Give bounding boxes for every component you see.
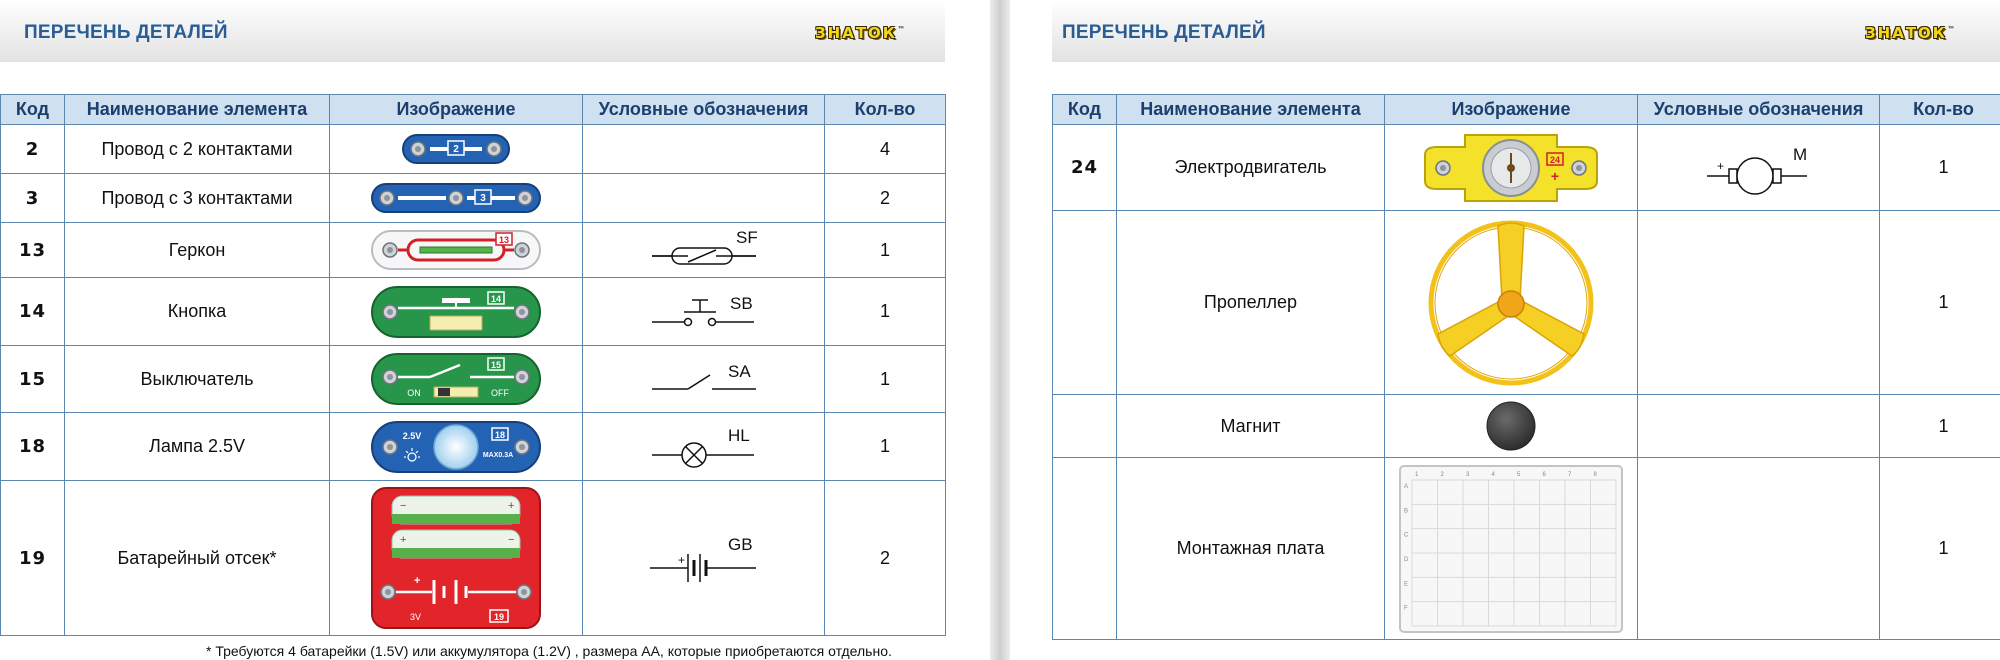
motor-symbol [1699,138,1819,198]
switch-on-label: ON [407,388,421,398]
part-name: Кнопка [65,278,330,346]
push-button-image [370,284,542,340]
column-header-image: Изображение [330,95,583,125]
brand-logo [815,24,905,42]
parts-table [1052,94,2000,640]
part-name: Монтажная плата [1117,458,1385,640]
part-symbol-cell [583,413,825,481]
breadboard-column-label: 1 [1415,471,1419,478]
breadboard-column-label: 8 [1593,471,1597,478]
part-symbol-cell [1638,211,1880,395]
table-row [1,346,946,413]
table-row [1,223,946,278]
part-qty: 2 [825,174,946,223]
breadboard-image [1398,464,1624,634]
part-symbol-cell [1638,458,1880,640]
part-image-cell [1385,125,1638,211]
breadboard-column-label: 4 [1491,471,1495,478]
part-qty: 1 [1880,458,2000,640]
symbol-letters: GB [727,535,753,554]
part-image-label: 18 [494,429,506,440]
brand-logo-text: ЗНАТОК [1865,24,1948,42]
symbol-letters: SF [735,228,758,247]
part-name: Геркон [65,223,330,278]
symbol-letters: M [1792,144,1807,164]
part-symbol-cell [1638,125,1880,211]
page-gutter [990,0,1010,660]
table-row [1,481,946,636]
slide-switch-image [370,351,542,407]
svg-text:+: + [414,575,421,587]
parts-table [0,94,946,636]
breadboard-column-label: 2 [1440,471,1444,478]
part-image-cell [330,278,583,346]
part-qty: 1 [1880,125,2000,211]
breadboard-row-label: D [1404,556,1409,563]
part-name: Выключатель [65,346,330,413]
table-row [1053,125,2000,211]
switch-off-label: OFF [491,388,509,398]
column-header-qty: Кол-во [825,95,946,125]
table-row [1053,458,2000,640]
reed-switch-image [370,228,542,272]
trademark-mark: ™ [897,25,906,34]
motor-plus-label: + [1550,167,1560,184]
part-code: 2 [1,125,65,174]
symbol-letters: HL [727,425,750,445]
svg-text:+: + [677,553,685,567]
svg-text:+: + [1716,158,1724,173]
magnet-image [1483,398,1539,454]
table-row [1,125,946,174]
part-code: 18 [1,413,65,481]
right-page [1010,0,2000,660]
breadboard-row-label: A [1404,483,1409,490]
part-qty: 1 [825,278,946,346]
part-qty: 1 [825,346,946,413]
part-image-cell [330,346,583,413]
lamp-current-label: MAX0.3A [482,451,514,459]
part-code [1053,395,1117,458]
svg-text:+: + [508,500,515,512]
part-image-cell [1385,395,1638,458]
part-code: 15 [1,346,65,413]
part-image-cell [330,125,583,174]
page-title: ПЕРЕЧЕНЬ ДЕТАЛЕЙ [1062,22,1266,43]
motor-image [1423,131,1599,205]
brand-logo [1865,24,1955,42]
table-row [1053,395,2000,458]
part-code: 24 [1053,125,1117,211]
part-qty: 2 [825,481,946,636]
table-header-row [1053,95,2000,125]
table-row [1,174,946,223]
lamp-voltage-label: 2.5V [402,430,422,441]
part-code: 3 [1,174,65,223]
table-header-row [1,95,946,125]
part-code: 13 [1,223,65,278]
propeller-image [1426,216,1596,390]
part-image-cell [1385,211,1638,395]
part-name: Магнит [1117,395,1385,458]
part-image-cell [330,481,583,636]
part-qty: 1 [825,223,946,278]
breadboard-column-label: 5 [1517,471,1521,478]
breadboard-column-label: 6 [1542,471,1546,478]
column-header-name: Наименование элемента [1117,95,1385,125]
part-image-label: 19 [493,612,505,622]
part-image-label: 15 [490,360,502,370]
column-header-code: Код [1,95,65,125]
part-image-cell [330,223,583,278]
breadboard-row-label: F [1404,605,1408,612]
part-image-label: 13 [498,235,510,245]
part-name: Лампа 2.5V [65,413,330,481]
column-header-symbol: Условные обозначения [583,95,825,125]
switch-symbol [644,357,764,401]
table-row [1,413,946,481]
reed-switch-symbol [644,228,764,272]
part-code [1053,458,1117,640]
column-header-name: Наименование элемента [65,95,330,125]
trademark-mark: ™ [1947,25,1956,34]
part-qty: 1 [1880,211,2000,395]
footnote: * Требуются 4 батарейки (1.5V) или аккумулятора (1.2V) , размера АА, которые приобретаются отдельно. [206,643,892,659]
part-image-cell [330,413,583,481]
page-title: ПЕРЕЧЕНЬ ДЕТАЛЕЙ [24,22,228,43]
symbol-letters: SA [727,362,751,381]
brand-logo-text: ЗНАТОК [815,24,898,42]
part-symbol-cell [583,174,825,223]
part-qty: 1 [1880,395,2000,458]
column-header-image: Изображение [1385,95,1638,125]
svg-text:−: − [508,534,515,546]
part-code: 14 [1,278,65,346]
part-image-label: 24 [1549,154,1561,165]
part-image-cell [1385,458,1638,640]
svg-text:−: − [400,500,407,512]
svg-text:+: + [400,534,407,546]
part-symbol-cell [583,346,825,413]
lamp-symbol [644,423,764,471]
battery-symbol [644,530,764,586]
column-header-qty: Кол-во [1880,95,2000,125]
column-header-symbol: Условные обозначения [1638,95,1880,125]
part-symbol-cell [583,278,825,346]
part-name: Провод с 3 контактами [65,174,330,223]
part-name: Электродвигатель [1117,125,1385,211]
part-name: Провод с 2 контактами [65,125,330,174]
breadboard-column-label: 3 [1466,471,1470,478]
part-code [1053,211,1117,395]
part-name: Пропеллер [1117,211,1385,395]
table-row [1,278,946,346]
part-name: Батарейный отсек* [65,481,330,636]
part-qty: 1 [825,413,946,481]
battery-voltage-label: 3V [410,612,422,622]
part-image-label: 3 [480,193,486,204]
wire-2-contacts-image [401,132,511,166]
part-symbol-cell [583,481,825,636]
battery-holder-image [370,486,542,630]
symbol-letters: SB [729,293,753,313]
breadboard-column-label: 7 [1568,471,1572,478]
part-symbol-cell [1638,395,1880,458]
column-header-code: Код [1053,95,1117,125]
breadboard-row-label: E [1404,580,1409,587]
lamp-image [370,419,542,475]
push-button-symbol [644,290,764,334]
part-image-cell [330,174,583,223]
left-page [0,0,990,660]
part-image-label: 14 [490,293,502,304]
wire-3-contacts-image [370,181,542,215]
part-symbol-cell [583,125,825,174]
part-code: 19 [1,481,65,636]
part-symbol-cell [583,223,825,278]
table-row [1053,211,2000,395]
breadboard-row-label: C [1404,532,1409,539]
breadboard-row-label: B [1404,507,1409,514]
part-qty: 4 [825,125,946,174]
part-image-label: 2 [453,144,459,155]
